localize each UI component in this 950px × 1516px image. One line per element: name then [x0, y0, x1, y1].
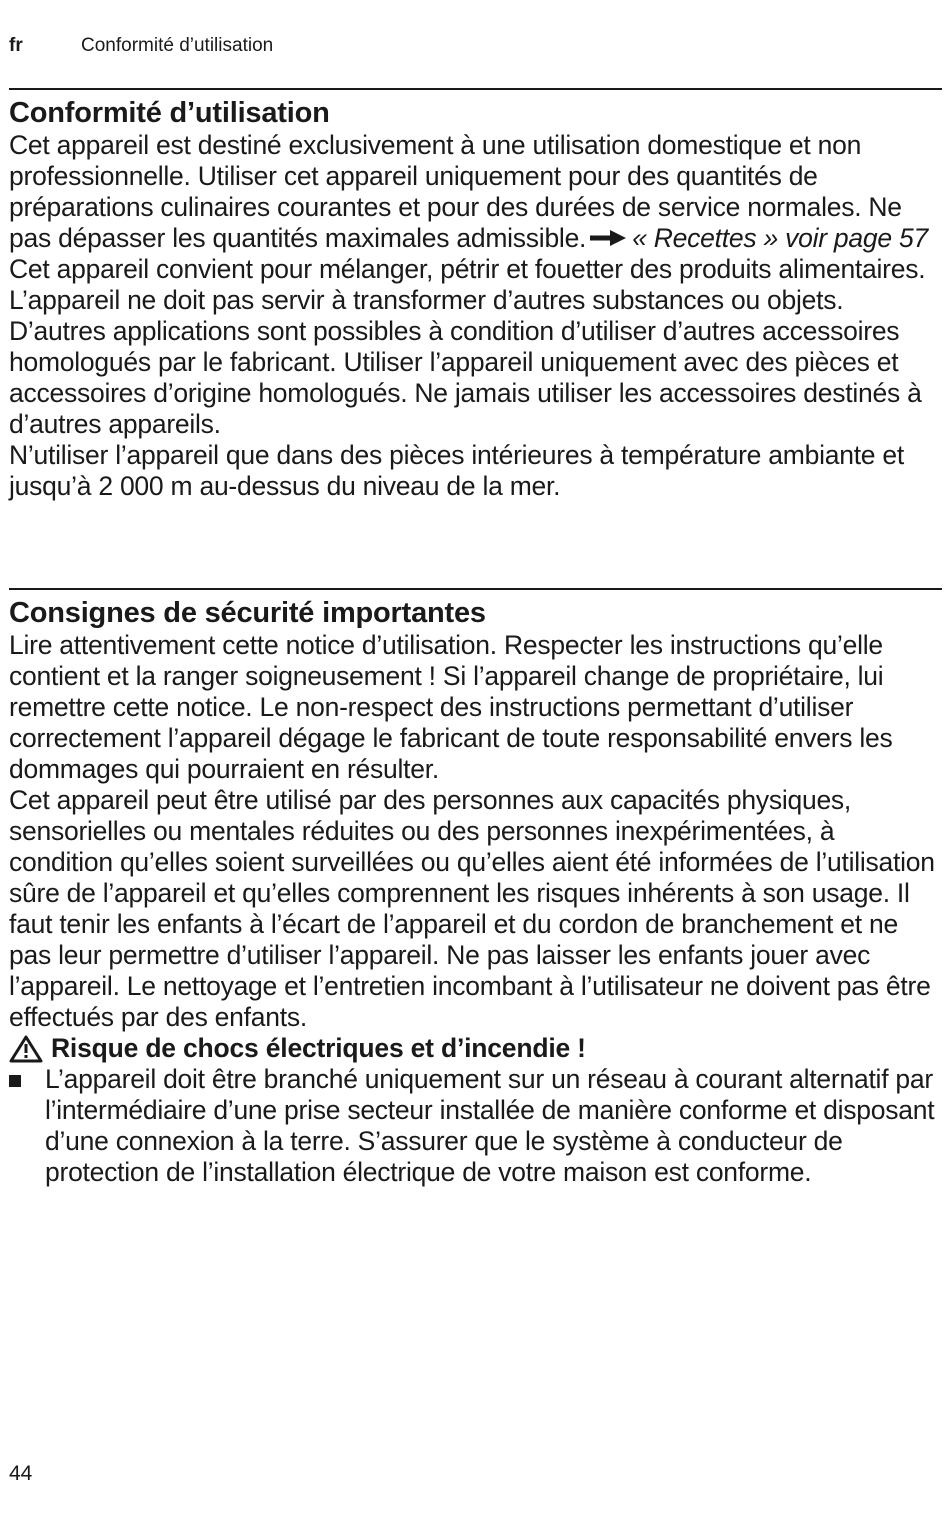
paragraph-text: Cet appareil est destiné exclusivement à une utilisation domestique et non professionnelle. Utiliser cet appareil uniquement pour des quantités de préparations culinaires courantes et pour des durées de service normales. Ne pas dépasser les quantités maximales admissible.	[9, 130, 902, 253]
section-rule	[9, 88, 942, 90]
running-title: Conformité d’utilisation	[81, 35, 274, 56]
page-number: 44	[9, 1462, 33, 1485]
section-heading: Consignes de sécurité importantes	[9, 597, 486, 629]
paragraph: Lire attentivement cette notice d’utilisation. Respecter les instructions qu’elle contient et la ranger soigneusement ! Si l’appareil change de propriétaire, lui remettre cette notice. Le non-respect des instructions permettant d’utiliser correctement l’appareil dégage le fabricant de toute responsabilité envers les dommages qui pourraient en résulter.	[9, 630, 893, 784]
list-item	[9, 1064, 945, 1188]
section-rule	[9, 588, 942, 590]
paragraph: Cet appareil convient pour mélanger, pétrir et fouetter des produits alimentaires. L’appareil ne doit pas servir à transformer d’autres substances ou objets. D’autres applications sont possibles à condition d’utiliser d’autres accessoires homologués par le fabricant. Utiliser l’appareil uniquement avec des pièces et accessoires d’origine homologués. Ne jamais utiliser les accessoires destinés à d’autres appareils.	[9, 254, 926, 439]
arrow-right-icon	[590, 230, 626, 246]
warning-title: Risque de chocs électriques et d’incendie !	[51, 1033, 586, 1063]
language-code: fr	[9, 35, 23, 56]
list-item-text: L’appareil doit être branché uniquement sur un réseau à courant alternatif par l’intermédiaire d’une prise secteur installée de manière conforme et disposant d’une connexion à la terre. S’assurer que le système à conducteur de protection de l’installation électrique de votre maison est conforme.	[45, 1064, 935, 1187]
cross-reference-link[interactable]: « Recettes » voir page 57	[632, 223, 928, 253]
square-bullet-icon	[9, 1064, 45, 1188]
paragraph	[9, 130, 939, 254]
section-heading: Conformité d’utilisation	[9, 97, 330, 129]
paragraph: N’utiliser l’appareil que dans des pièces intérieures à température ambiante et jusqu’à 2 000 m au-dessus du niveau de la mer.	[9, 440, 905, 501]
section-intended-use	[9, 96, 945, 502]
warning-heading	[9, 1033, 945, 1064]
page-header	[9, 35, 273, 59]
paragraph: Cet appareil peut être utilisé par des personnes aux capacités physiques, sensorielles ou mentales réduites ou des personnes inexpérimentées, à condition qu’elles soient surveillées ou qu’elles aient été informées de l’utilisation sûre de l’appareil et qu’elles comprennent les risques inhérents à son usage. Il faut tenir les enfants à l’écart de l’appareil et du cordon de branchement et ne pas leur permettre d’utiliser l’appareil. Ne pas laisser les enfants jouer avec l’appareil. Le nettoyage et l’entretien incombant à l’utilisateur ne doivent pas être effectués par des enfants.	[9, 785, 935, 1032]
section-safety	[9, 596, 945, 1188]
warning-triangle-icon	[9, 1035, 43, 1063]
